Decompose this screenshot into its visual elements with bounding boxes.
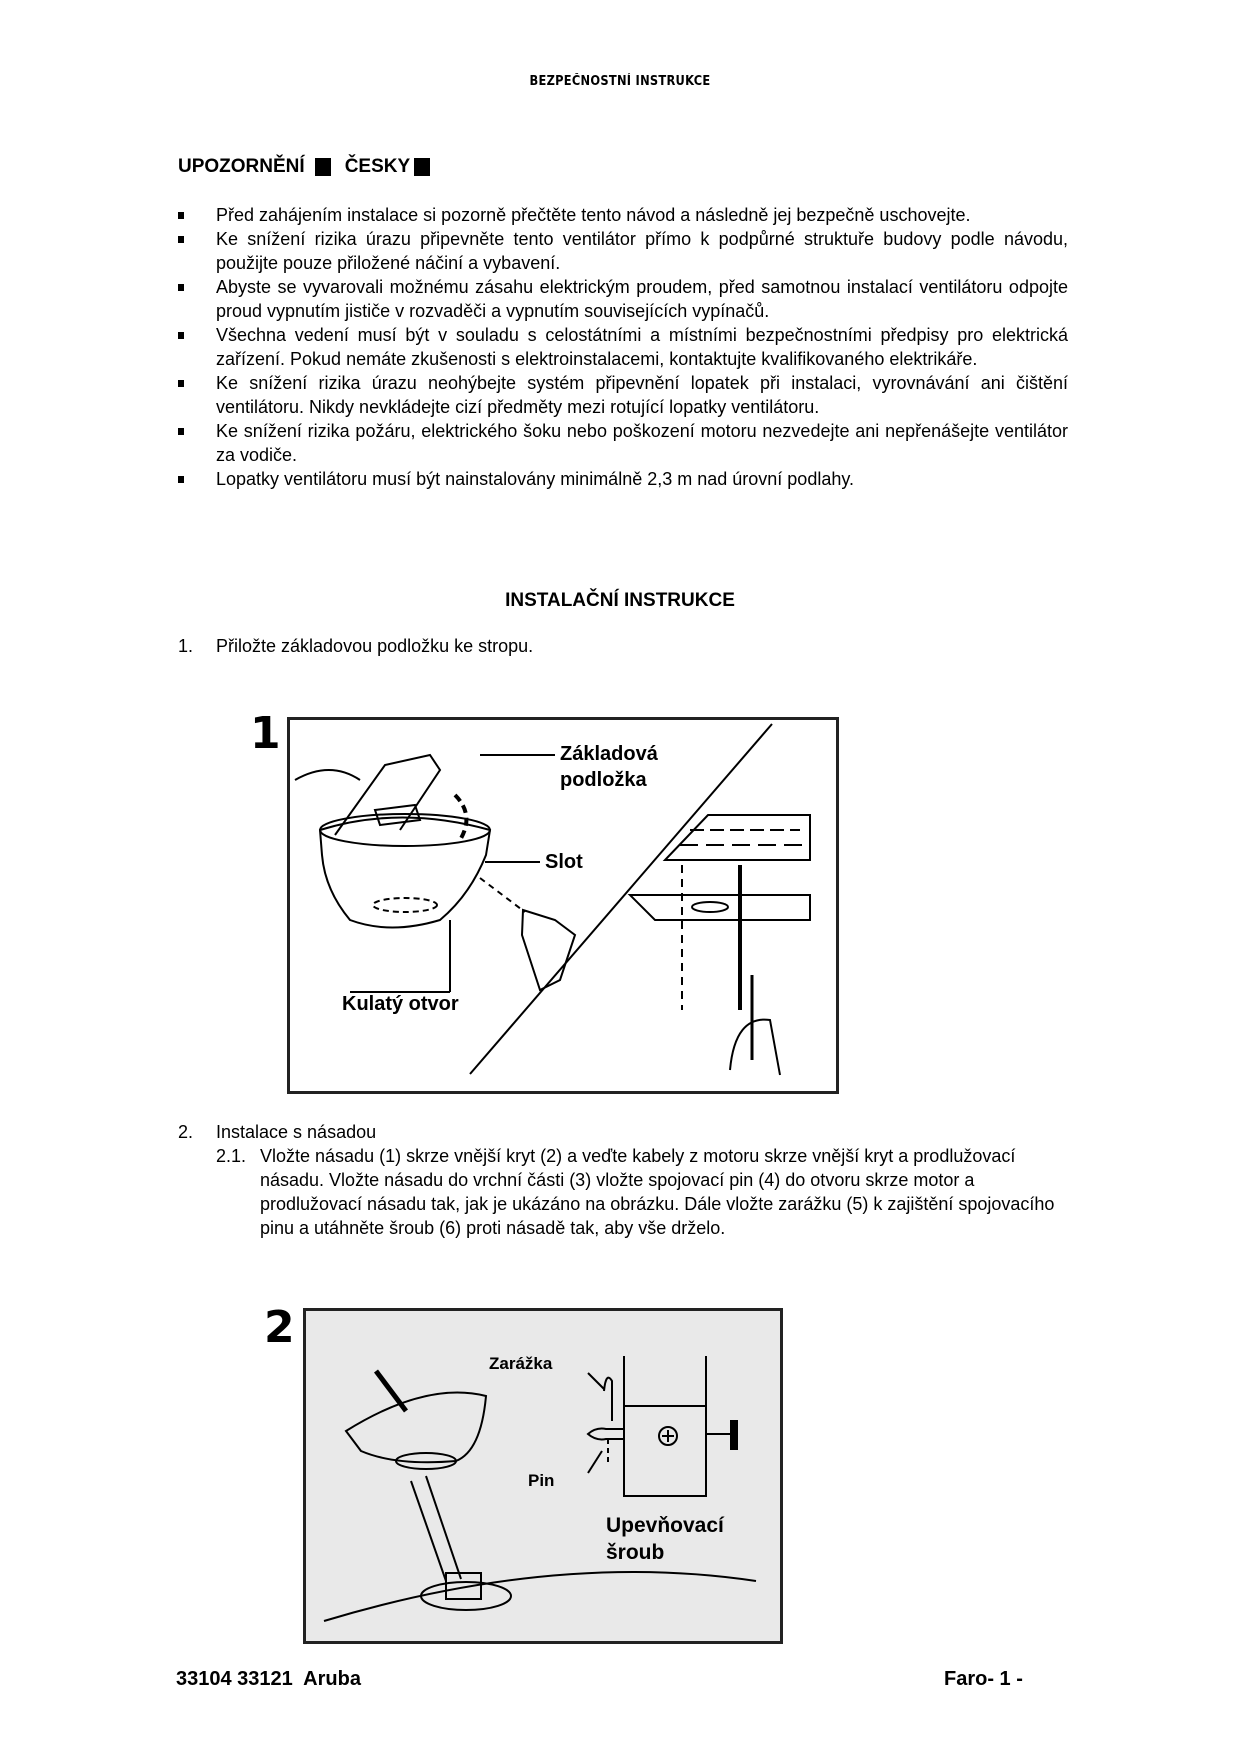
warning-title [178,156,430,178]
bullet-icon [178,236,184,243]
figure-1 [287,717,839,1094]
footer-model: 33104 33121 Aruba [176,1668,361,1690]
svg-text:šroub: šroub [606,1541,665,1564]
bullet-icon [178,332,184,339]
footer-page: Faro- 1 - [944,1668,1023,1690]
bullet-icon [178,212,184,219]
step-1: 1. Přiložte základovou podložku ke stropu. [178,636,534,656]
step-2-1: 2.1. Vložte násadu (1) skrze vnější kryt (2) a veďte kabely z motoru skrze vnější kryt a prodlužovací násadu. Vložte násadu do vrchní části (3) vložte spojovací pin (4) do otvoru skrze motor a prodlužovací násadu tak, jak je ukázáno na obrázku. Dále vložte zarážku (5) k zajištění spojovacího pinu a utáhněte šroub (6) proti násadě tak, aby vše drželo. [216,1146,1055,1238]
svg-text:Kulatý otvor: Kulatý otvor [342,993,459,1015]
safety-list [178,203,1068,491]
bullet-icon [178,428,184,435]
list-item: Ke snížení rizika požáru, elektrického šoku nebo poškození motoru nezvedejte ani nepřenášejte ventilátor za vodiče. [178,419,1068,467]
svg-text:Zarážka: Zarážka [489,1354,553,1373]
warning-label: UPOZORNĚNÍ [178,156,305,177]
list-item: Abyste se vyvarovali možnému zásahu elektrickým proudem, před samotnou instalací ventilátoru odpojte proud vypnutím jističe v rozvaděči a vypnutím souvisejících vypínačů. [178,275,1068,323]
svg-text:Pin: Pin [528,1471,555,1490]
square-bullet-icon [315,158,331,176]
list-item: Ke snížení rizika úrazu neohýbejte systém připevnění lopatek při instalaci, vyrovnávání ani čištění ventilátoru. Nikdy nevkládejte cizí předměty mezi rotující lopatky ventilátoru. [178,371,1068,419]
step-2: 2. Instalace s násadou [178,1122,377,1142]
page-header: BEZPEČNOSTNÍ INSTRUKCE [529,74,711,89]
language-label: ČESKY [344,156,411,177]
list-item: Ke snížení rizika úrazu připevněte tento ventilátor přímo k podpůrné struktuře budovy podle návodu, použijte pouze přiložené náčiní a vybavení. [178,227,1068,275]
svg-text:podložka: podložka [560,769,647,791]
svg-text:Základová: Základová [560,743,658,765]
square-bullet-icon [414,158,430,176]
list-item: Lopatky ventilátoru musí být nainstalovány minimálně 2,3 m nad úrovní podlahy. [178,467,1068,491]
figure-2-number: 2 [264,1302,295,1353]
svg-text:Upevňovací: Upevňovací [606,1514,724,1537]
bullet-icon [178,380,184,387]
bullet-icon [178,284,184,291]
figure-1-number: 1 [250,708,281,759]
list-item: Před zahájením instalace si pozorně přečtěte tento návod a následně jej bezpečně uschovejte. [178,203,1068,227]
svg-text:Slot: Slot [545,851,583,873]
downrod-assembly-illustration [306,1311,780,1641]
figure-2 [303,1308,783,1644]
installation-title: INSTALAČNÍ INSTRUKCE [505,590,735,611]
ceiling-mount-illustration [290,720,836,1091]
bullet-icon [178,476,184,483]
list-item: Všechna vedení musí být v souladu s celostátními a místními bezpečnostními předpisy pro elektrická zařízení. Pokud nemáte zkušenosti s elektroinstalacemi, kontaktujte kvalifikovaného elektrikáře. [178,323,1068,371]
